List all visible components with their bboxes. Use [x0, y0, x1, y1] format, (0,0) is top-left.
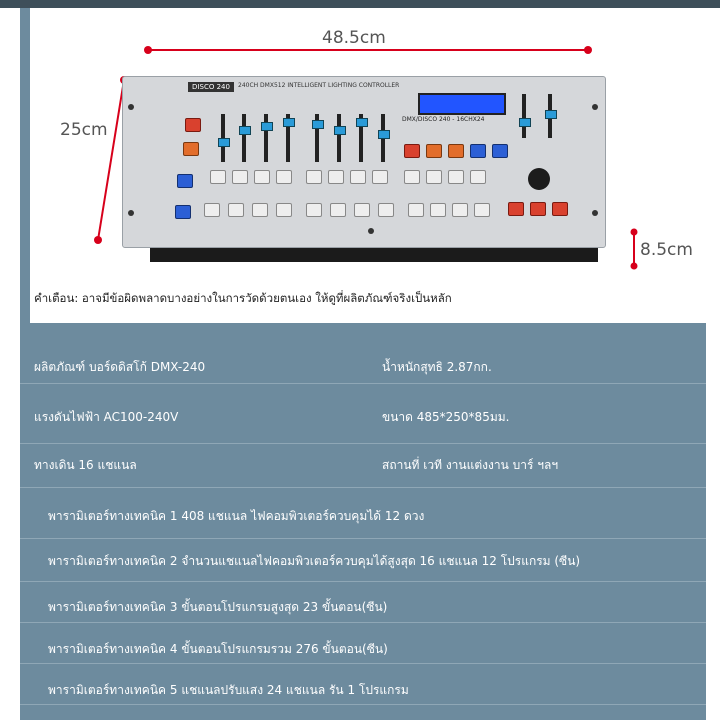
tech-param: พารามิเตอร์ทางเทคนิค 1 408 แชแนล ไฟคอมพิวเตอร์ควบคุมได้ 12 ดวง: [48, 509, 425, 523]
screw-icon: [128, 210, 134, 216]
scanner-button: [276, 170, 292, 184]
scanner-button: [328, 170, 344, 184]
table-divider: [20, 538, 706, 539]
scene-button: [306, 203, 322, 217]
red-button: [404, 144, 420, 158]
fader-knob: [356, 118, 368, 127]
orange-button: [426, 144, 442, 158]
scene-button: [474, 203, 490, 217]
orange-button: [183, 142, 199, 156]
tech-param-row: [20, 587, 706, 627]
fader-track: [242, 114, 246, 162]
blue-button: [470, 144, 486, 158]
scanner-button: [306, 170, 322, 184]
blue-button: [177, 174, 193, 188]
jog-wheel: [528, 168, 550, 190]
dimension-endpoint: [584, 46, 592, 54]
scene-button: [252, 203, 268, 217]
scene-button: [430, 203, 446, 217]
scanner-button: [404, 170, 420, 184]
table-divider: [20, 443, 706, 444]
scanner-button: [350, 170, 366, 184]
screw-icon: [592, 210, 598, 216]
scanner-button: [372, 170, 388, 184]
table-divider: [20, 487, 706, 488]
fader-knob: [239, 126, 251, 135]
fader-knob: [545, 110, 557, 119]
blue-button: [175, 205, 191, 219]
red-button: [185, 118, 201, 132]
tech-param: พารามิเตอร์ทางเทคนิค 5 แชแนลปรับแสง 24 แชแนล รัน 1 โปรแกรม: [48, 683, 409, 697]
fader-knob: [283, 118, 295, 127]
spec-left: ผลิตภัณฑ์ บอร์ดดิสโก้ DMX-240: [34, 360, 206, 374]
tech-param-row: [20, 670, 706, 710]
spec-right: น้ำหนักสุทธิ 2.87กก.: [382, 360, 492, 374]
scanner-button: [448, 170, 464, 184]
spec-row: [20, 347, 706, 387]
red-button: [552, 202, 568, 216]
spec-left: แรงดันไฟฟ้า AC100-240V: [34, 410, 179, 424]
device-panel-title: 240CH DMX512 INTELLIGENT LIGHTING CONTROLLER: [238, 82, 400, 89]
tech-param: พารามิเตอร์ทางเทคนิค 4 ขั้นตอนโปรแกรมรวม 276 ขั้นตอน(ซีน): [48, 642, 388, 656]
fader-track: [522, 94, 526, 138]
fader-knob: [378, 130, 390, 139]
scene-button: [408, 203, 424, 217]
width-dimension-label: 48.5cm: [322, 28, 386, 48]
device-badge: DISCO 240: [188, 82, 234, 92]
red-button: [530, 202, 546, 216]
depth-dimension-label: 25cm: [60, 120, 108, 140]
scanner-button: [254, 170, 270, 184]
spec-left: ทางเดิน 16 แชแนล: [34, 458, 137, 472]
spec-row: [20, 397, 706, 437]
dmx-controller-front-panel: [122, 76, 606, 248]
orange-button: [448, 144, 464, 158]
lcd-label: DMX/DISCO 240 - 16CHX24: [402, 116, 485, 123]
blue-button: [492, 144, 508, 158]
table-divider: [20, 581, 706, 582]
right-margin: [706, 323, 720, 720]
fader-knob: [312, 120, 324, 129]
fader-knob: [218, 138, 230, 147]
width-dimension-line: [148, 49, 588, 51]
spec-right: สถานที่ เวที งานแต่งงาน บาร์ ฯลฯ: [382, 458, 559, 472]
scanner-button: [210, 170, 226, 184]
spec-row: [20, 445, 706, 485]
scene-button: [204, 203, 220, 217]
height-dimension-label: 8.5cm: [640, 240, 693, 260]
fader-knob: [519, 118, 531, 127]
screw-icon: [592, 104, 598, 110]
scene-button: [330, 203, 346, 217]
scanner-button: [232, 170, 248, 184]
scanner-button: [470, 170, 486, 184]
scene-button: [276, 203, 292, 217]
scene-button: [378, 203, 394, 217]
screw-icon: [368, 228, 374, 234]
tech-param-row: [20, 496, 706, 536]
scene-button: [228, 203, 244, 217]
fader-knob: [334, 126, 346, 135]
lcd-display: [418, 93, 506, 115]
tech-param: พารามิเตอร์ทางเทคนิค 2 จำนวนแชแนลไฟคอมพิวเตอร์ควบคุมได้สูงสุด 16 แชแนล 12 โปรแกรม (ซีน): [48, 554, 581, 568]
scene-button: [354, 203, 370, 217]
tech-param: พารามิเตอร์ทางเทคนิค 3 ขั้นตอนโปรแกรมสูงสุด 23 ขั้นตอน(ซีน): [48, 600, 388, 614]
spec-right: ขนาด 485*250*85มม.: [382, 410, 510, 424]
scene-button: [452, 203, 468, 217]
dimension-endpoint: [144, 46, 152, 54]
top-border: [0, 0, 720, 8]
screw-icon: [128, 104, 134, 110]
scanner-button: [426, 170, 442, 184]
measurement-warning: คำเตือน: อาจมีข้อผิดพลาดบางอย่างในการวัดด้วยตนเอง ให้ดูที่ผลิตภัณฑ์จริงเป็นหลัก: [34, 291, 452, 305]
tech-param-row: [20, 629, 706, 669]
fader-track: [337, 114, 341, 162]
left-accent-bar: [20, 8, 30, 323]
height-dimension-line: [628, 228, 640, 270]
tech-param-row: [20, 541, 706, 581]
red-button: [508, 202, 524, 216]
fader-knob: [261, 122, 273, 131]
